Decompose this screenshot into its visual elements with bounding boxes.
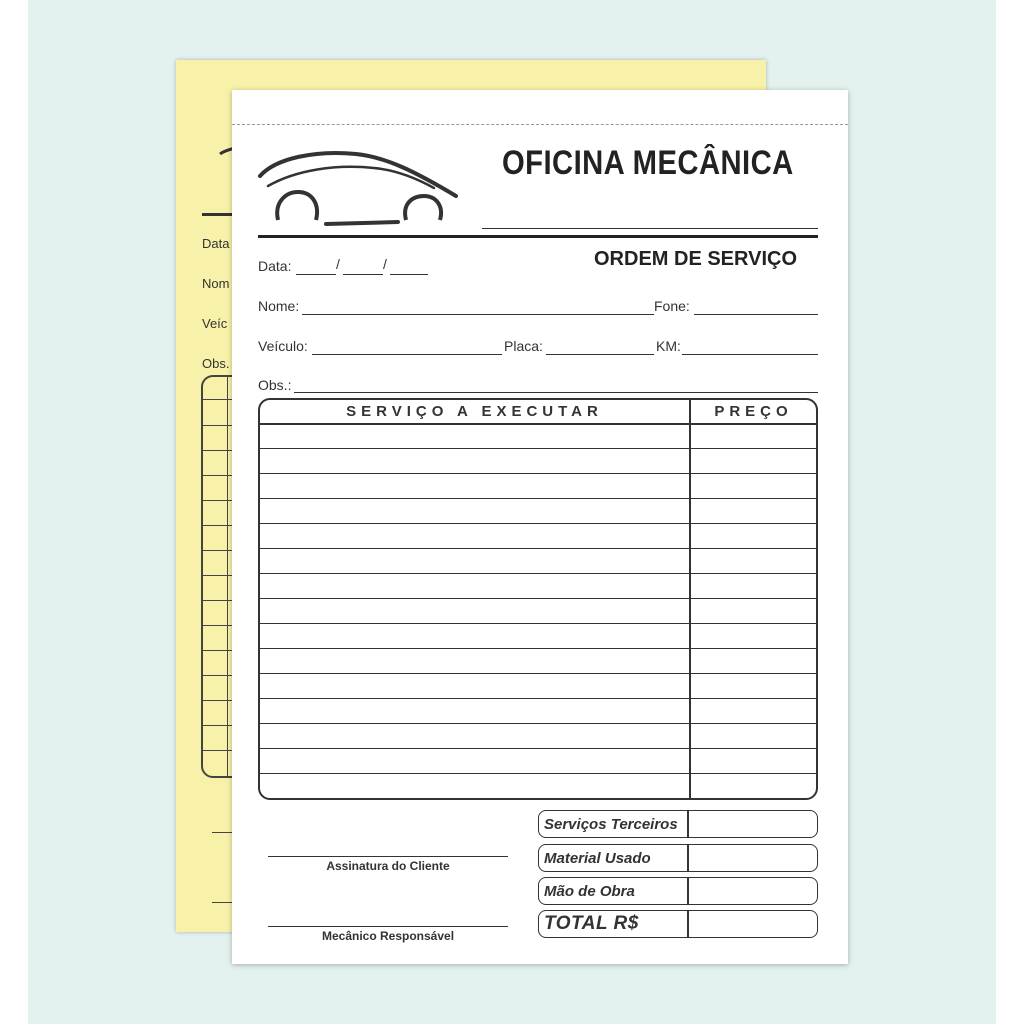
form-subtitle: ORDEM DE SERVIÇO [594, 248, 797, 270]
customer-signature-label: Assinatura do Cliente [326, 859, 450, 873]
table-row[interactable] [260, 473, 816, 474]
car-logo-icon [256, 146, 466, 226]
name-field[interactable] [302, 314, 654, 315]
header-divider [260, 423, 816, 425]
title-underline [482, 228, 818, 229]
perforation-line [232, 124, 848, 125]
plate-label: Placa: [504, 338, 543, 354]
date-label: Data: [258, 258, 292, 274]
table-row[interactable] [260, 648, 816, 649]
total-label: TOTAL R$ [544, 913, 639, 934]
page-title: OFICINA MECÂNICA [502, 144, 794, 182]
date-year-field[interactable] [390, 274, 428, 275]
total-box[interactable] [538, 910, 818, 938]
third-party-services-box[interactable] [538, 810, 818, 838]
date-month-field[interactable] [343, 274, 383, 275]
obs-label: Obs.: [258, 377, 292, 393]
table-row[interactable] [260, 498, 816, 499]
mechanic-signature-line[interactable] [268, 926, 508, 927]
table-row[interactable] [260, 448, 816, 449]
service-column-header: SERVIÇO A EXECUTAR [346, 403, 603, 420]
price-column-header: PREÇO [714, 403, 793, 420]
vehicle-field[interactable] [312, 354, 502, 355]
date-separator: / [383, 256, 387, 272]
date-day-field[interactable] [296, 274, 336, 275]
table-row[interactable] [260, 748, 816, 749]
table-row[interactable] [260, 773, 816, 774]
back-label-name: Nom [202, 276, 230, 291]
obs-field[interactable] [294, 392, 818, 393]
phone-label: Fone: [654, 298, 690, 314]
back-label-obs: Obs. [202, 356, 230, 371]
material-used-box[interactable] [538, 844, 818, 872]
table-row[interactable] [260, 523, 816, 524]
table-row[interactable] [260, 673, 816, 674]
phone-field[interactable] [694, 314, 818, 315]
material-used-label: Material Usado [544, 850, 651, 867]
table-row[interactable] [260, 548, 816, 549]
mechanic-signature-label: Mecânico Responsável [321, 929, 455, 943]
km-label: KM: [656, 338, 681, 354]
table-row[interactable] [260, 573, 816, 574]
column-divider [689, 400, 691, 798]
vehicle-label: Veículo: [258, 338, 308, 354]
name-label: Nome: [258, 298, 300, 314]
table-row[interactable] [260, 598, 816, 599]
plate-field[interactable] [546, 354, 654, 355]
table-row[interactable] [260, 623, 816, 624]
back-label-vehicle: Veíc [202, 316, 228, 331]
customer-signature-line[interactable] [268, 856, 508, 857]
table-row[interactable] [260, 723, 816, 724]
km-field[interactable] [682, 354, 818, 355]
header-rule [258, 235, 818, 238]
labor-box[interactable] [538, 877, 818, 905]
service-order-form [232, 90, 848, 964]
back-label-date: Data [202, 236, 230, 251]
table-row[interactable] [260, 698, 816, 699]
third-party-services-label: Serviços Terceiros [544, 816, 678, 833]
labor-label: Mão de Obra [544, 883, 635, 900]
date-separator: / [336, 256, 340, 272]
services-table [258, 398, 818, 800]
